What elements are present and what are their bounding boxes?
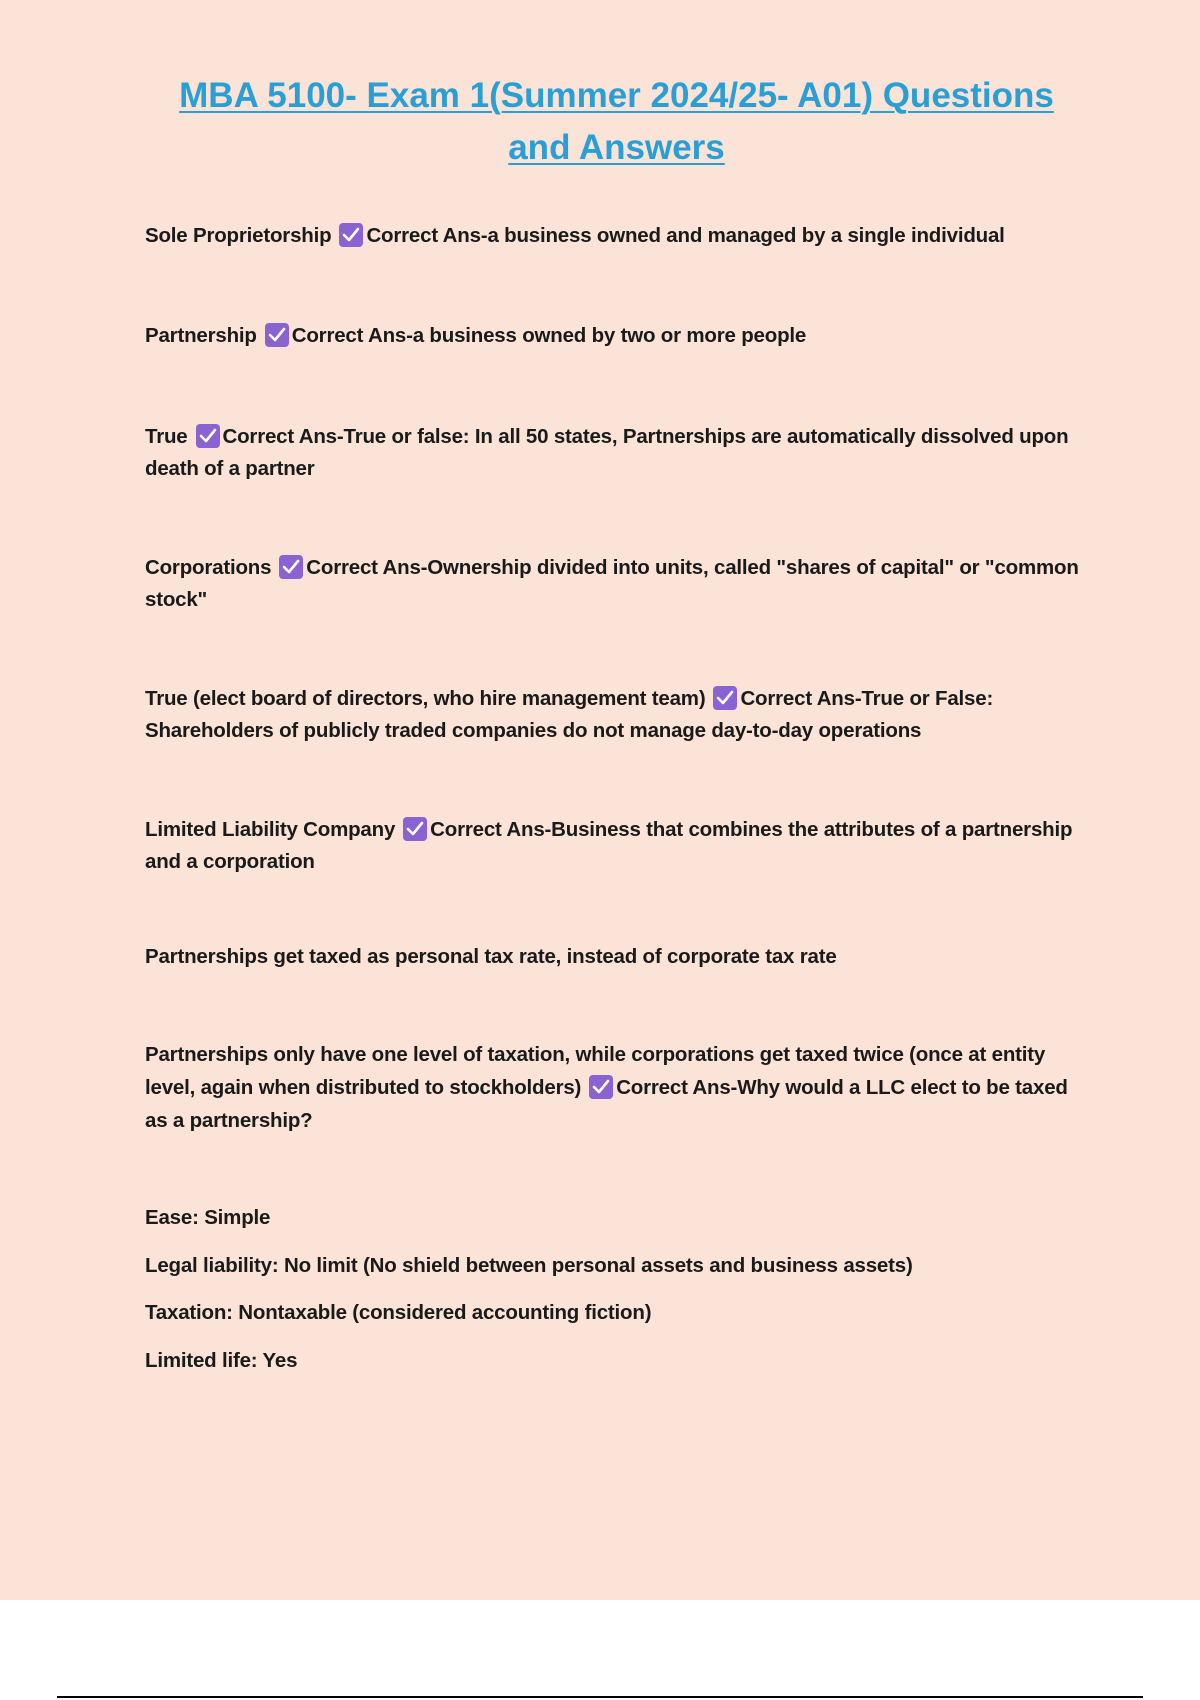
checkbox-checked-icon xyxy=(279,555,303,579)
qa-answer: Correct Ans-Ownership divided into units, called "shares of capital" or "common stock" xyxy=(145,556,1079,611)
qa-item xyxy=(145,421,1085,485)
checkbox-checked-icon xyxy=(713,686,737,710)
qa-term: Corporations xyxy=(145,556,272,579)
qa-item xyxy=(145,220,1085,252)
qa-term: Partnerships only have one level of taxation, while corporations get taxed twice (once at entity level, again when distributed to stockholders) xyxy=(145,1043,1046,1099)
qa-term: True xyxy=(145,425,188,448)
qa-term: Sole Proprietorship xyxy=(145,224,332,247)
checkbox-checked-icon xyxy=(265,323,289,347)
qa-item xyxy=(145,552,1085,616)
qa-item xyxy=(145,320,1085,352)
qa-item xyxy=(145,1038,1085,1137)
qa-item xyxy=(145,814,1085,878)
checkbox-checked-icon xyxy=(589,1075,613,1099)
checkbox-checked-icon xyxy=(339,223,363,247)
qa-term: Partnership xyxy=(145,324,257,347)
qa-answer: Correct Ans-a business owned and managed by a single individual xyxy=(366,224,1005,247)
checkbox-checked-icon xyxy=(196,424,220,448)
detail-line: Ease: Simple xyxy=(145,1206,271,1229)
detail-line: Taxation: Nontaxable (considered accounting fiction) xyxy=(145,1301,652,1324)
qa-answer: Correct Ans-a business owned by two or more people xyxy=(291,324,807,347)
qa-answer: Correct Ans-Why would a LLC elect to be taxed as a partnership? xyxy=(145,1076,1068,1132)
page-title[interactable]: MBA 5100- Exam 1(Summer 2024/25- A01) Questions and Answers xyxy=(179,76,1054,167)
footer-divider xyxy=(57,1696,1143,1698)
qa-answer: Correct Ans-True or false: In all 50 states, Partnerships are automatically dissolved upon death of a partner xyxy=(145,425,1069,480)
qa-answer: Correct Ans-True or False: Shareholders of publicly traded companies do not manage day-to-day operations xyxy=(145,687,994,742)
note-text: Partnerships get taxed as personal tax rate, instead of corporate tax rate xyxy=(145,945,837,968)
qa-term: Limited Liability Company xyxy=(145,818,396,841)
qa-answer: Correct Ans-Business that combines the attributes of a partnership and a corporation xyxy=(145,818,1073,873)
detail-line: Limited life: Yes xyxy=(145,1349,298,1372)
qa-item xyxy=(145,683,1085,747)
qa-term: True (elect board of directors, who hire management team) xyxy=(145,687,706,710)
detail-line: Legal liability: No limit (No shield between personal assets and business assets) xyxy=(145,1254,913,1277)
checkbox-checked-icon xyxy=(403,817,427,841)
